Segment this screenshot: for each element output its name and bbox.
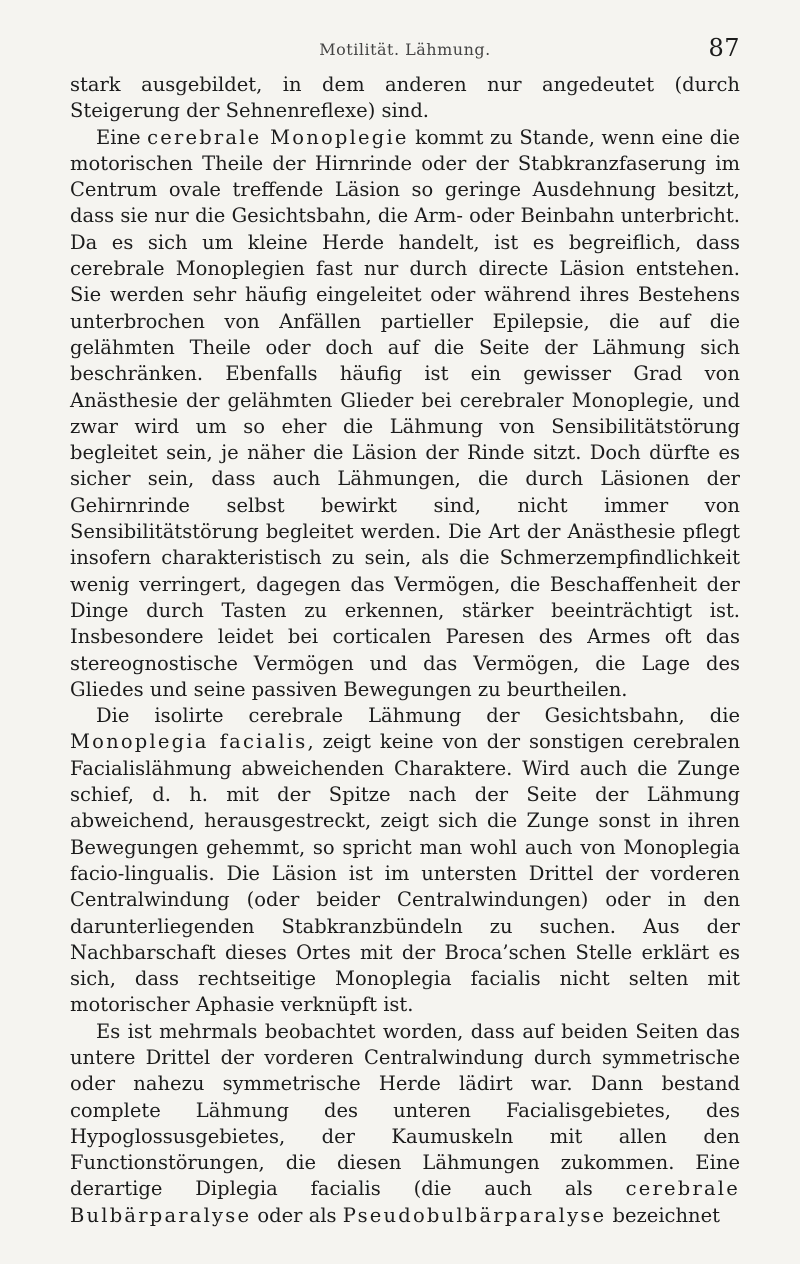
text-run: bezeichnet bbox=[606, 1203, 720, 1227]
text-run: oder als bbox=[251, 1203, 343, 1227]
spaced-term: Pseudobulbärparalyse bbox=[342, 1203, 607, 1227]
text-run: , zeigt keine von der sonstigen cerebralen Facialislähmung abweichenden Charaktere. Wird auch die Zunge schief, d. h. mit der Spitze nach der Seite der Lähmung abweichend, herausgestreckt, zeigt sich die Zunge sonst in ihren Bewegungen gehemmt, so spricht man wohl auch von Monoplegia facio-lingualis. Die Läsion ist im untersten Drittel der vorderen Centralwindung (oder beider Centralwindungen) oder in den darunterliegenden Stabkranzbündeln zu suchen. Aus der Nachbarschaft dieses Ortes mit der Broca’schen Stelle erklärt es sich, dass rechtseitige Monoplegia facialis nicht selten mit motorischer Aphasie verknüpft ist. bbox=[70, 730, 740, 1017]
text-run: kommt zu Stande, wenn eine die motorischen Theile der Hirnrinde oder der Stabkranzfaserung im Centrum ovale treffende Läsion so geringe Ausdehnung besitzt, dass sie nur die Gesichtsbahn, die Arm- oder Beinbahn unterbricht. Da es sich um kleine Herde handelt, ist es begreiflich, dass cerebrale Monoplegien fast nur durch directe Läsion entstehen. Sie werden sehr häufig eingeleitet oder während ihres Bestehens unterbrochen von Anfällen partieller Epilepsie, die auf die gelähmten Theile oder doch auf die Seite der Lähmung sich beschränken. Ebenfalls häufig ist ein gewisser Grad von Anästhesie der gelähmten Glieder bei cerebraler Monoplegie, und zwar wird um so eher die Lähmung von Sensibilitätstörung begleitet sein, je näher die Läsion der Rinde sitzt. Doch dürfte es sicher sein, dass auch Lähmungen, die durch Läsionen der Gehirnrinde selbst bewirkt sind, nicht immer von Sensibilitätstörung begleitet werden. Die Art der Anästhesie pflegt insofern charakteristisch zu sein, als die Schmerzempfindlichkeit wenig verringert, dagegen das Vermögen, die Beschaffenheit der Dinge durch Tasten zu erkennen, stärker beeinträchtigt ist. Insbesondere leidet bei corticalen Paresen des Armes oft das stereognostische Vermögen und das Vermögen, die Lage des Gliedes und seine passiven Bewegungen zu beurtheilen. bbox=[70, 125, 740, 701]
body-text bbox=[70, 72, 740, 1229]
page-header bbox=[70, 28, 740, 64]
paragraph-diplegia-facialis bbox=[70, 1019, 740, 1229]
paragraph-cerebral-monoplegia bbox=[70, 125, 740, 704]
text-run: Es ist mehrmals beobachtet worden, dass auf beiden Seiten das untere Drittel der vorderen Centralwindung durch symmetrische oder nahezu symmetrische Herde lädirt war. Dann bestand complete Lähmung des unteren Facialisgebietes, des Hypoglossusgebietes, der Kaumuskeln mit allen den Functionstörungen, die diesen Lähmungen zukommen. Eine derartige Diplegia facialis (die auch als bbox=[70, 1019, 740, 1201]
page-number: 87 bbox=[708, 34, 740, 62]
spaced-term: cerebrale Monoplegie bbox=[147, 125, 409, 149]
text-run: Die isolirte cerebrale Lähmung der Gesichtsbahn, die bbox=[96, 704, 740, 728]
book-page bbox=[70, 28, 740, 1229]
text-run: stark ausgebildet, in dem anderen nur angedeutet (durch Steigerung der Sehnenreflexe) sind. bbox=[70, 73, 740, 123]
running-title: Motilität. Lähmung. bbox=[319, 40, 491, 59]
paragraph-monoplegia-facialis bbox=[70, 703, 740, 1019]
spaced-term: Monoplegia facialis bbox=[70, 730, 308, 754]
paragraph-continuation bbox=[70, 72, 740, 125]
spaced-term: cerebrale Bulbärparalyse bbox=[70, 1177, 740, 1227]
text-run: Eine bbox=[96, 125, 148, 149]
